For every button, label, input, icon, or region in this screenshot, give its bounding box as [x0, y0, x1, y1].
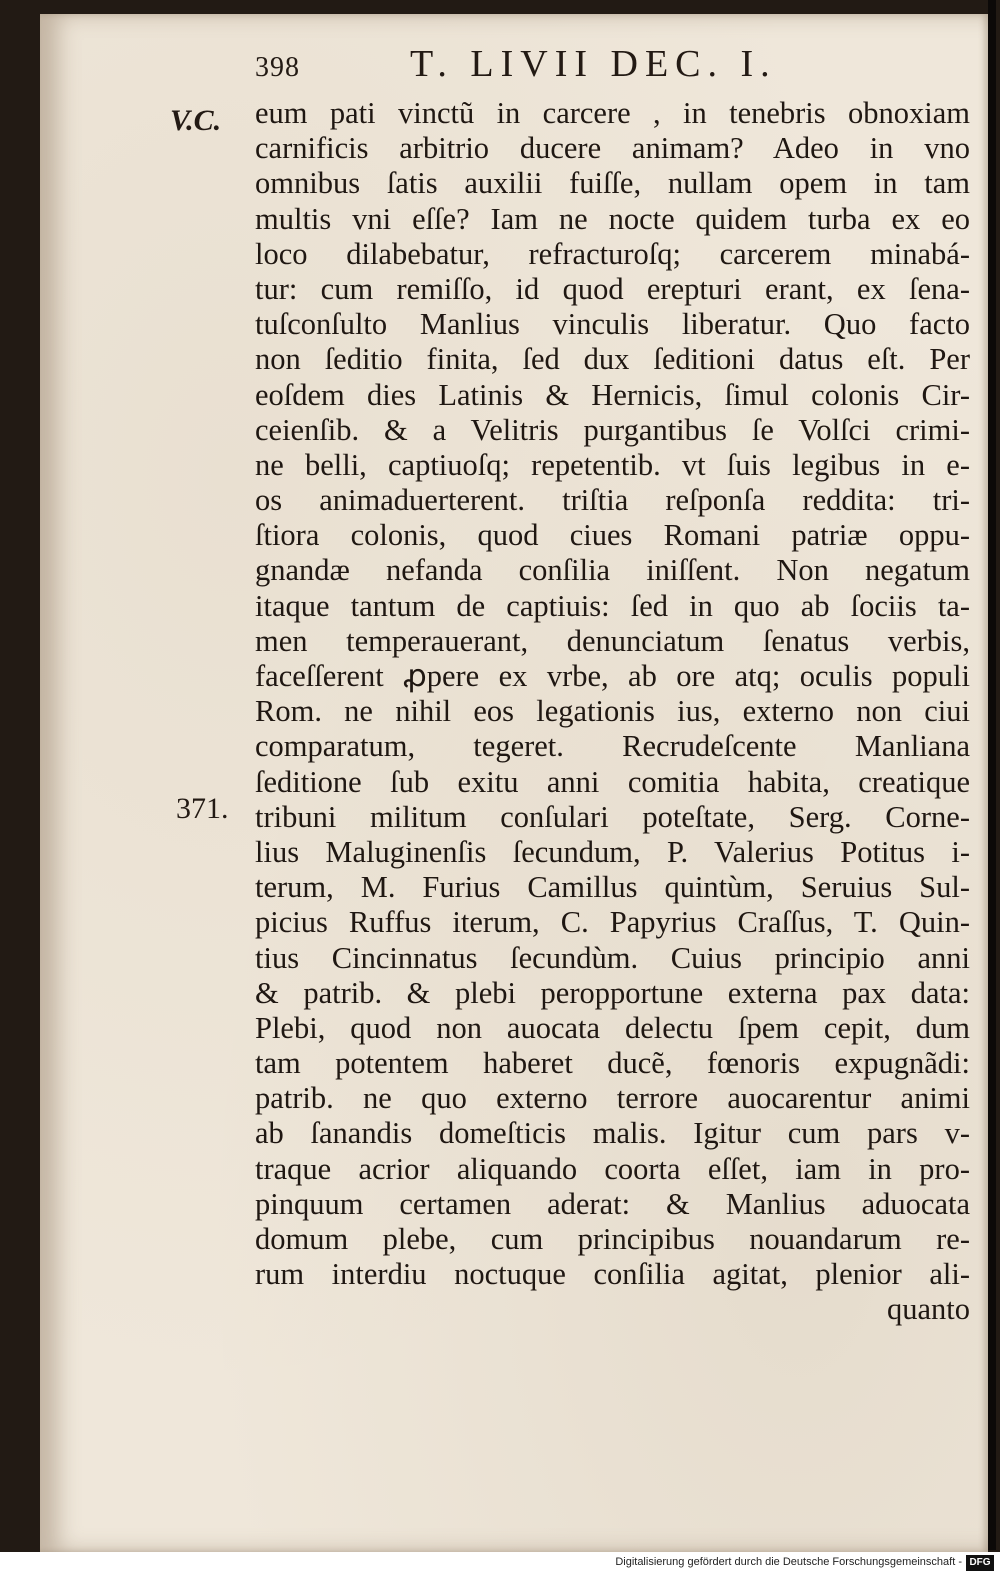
footer-credit: Digitalisierung gefördert durch die Deutsche Forschungsgemeinschaft -: [615, 1556, 962, 1568]
text-line: patrib. ne quo externo terrore auocarentur animi: [255, 1081, 970, 1116]
digitization-footer: [0, 1552, 1000, 1576]
text-line: tuſconſulto Manlius vinculis liberatur. Quo facto: [255, 307, 970, 342]
margin-note-vc: V.C.: [170, 104, 222, 137]
text-line: loco dilabebatur, refracturoſq; carcerem minabá-: [255, 236, 970, 271]
text-line: eum pati vinctũ in carcere , in tenebris obnoxiam: [255, 96, 970, 130]
text-line: ſeditione ſub exitu anni comitia habita, creatique: [255, 764, 970, 799]
text-line: domum plebe, cum principibus nouandarum re-: [255, 1222, 970, 1256]
text-line: gnandæ nefanda conſilia iniſſent. Non negatum: [255, 553, 970, 588]
text-line: faceſſerent ꝓpere ex vrbe, ab ore atq; oculis populi: [255, 659, 970, 693]
text-line: ab ſanandis domeſticis malis. Igitur cum pars v-: [255, 1116, 970, 1151]
text-line: tius Cincinnatus ſecundùm. Cuius principio anni: [255, 940, 970, 975]
text-line: Plebi, quod non auocata delectu ſpem cepit, dum: [255, 1010, 970, 1045]
text-line: tur: cum remiſſo, id quod erepturi erant, ex ſena-: [255, 271, 970, 306]
text-line: comparatum, tegeret. Recrudeſcente Manliana: [255, 729, 970, 764]
text-line: quanto: [886, 1292, 970, 1327]
text-line: ceienſib. & a Velitris purgantibus ſe Volſci crimi-: [255, 412, 970, 447]
text-line: terum, M. Furius Camillus quintùm, Seruius Sul-: [255, 870, 970, 905]
text-line: ne belli, captiuoſq; repetentib. vt ſuis legibus in e-: [255, 447, 970, 482]
body-text: [255, 96, 970, 1328]
text-line: Rom. ne nihil eos legationis ius, externo non ciui: [255, 694, 970, 729]
page-header: [255, 42, 835, 92]
text-line: tribuni militum conſulari poteſtate, Serg. Corne-: [255, 799, 970, 834]
text-line: picius Ruffus iterum, C. Papyrius Craſſus, T. Quin-: [255, 905, 970, 940]
text-line: eoſdem dies Latinis & Hernicis, ſimul colonis Cir-: [255, 377, 970, 412]
text-line: rum interdiu noctuque conſilia agitat, plenior ali-: [255, 1257, 970, 1292]
text-line: men temperauerant, denunciatum ſenatus verbis,: [255, 623, 970, 658]
text-line: traque acrior aliquando coorta eſſet, iam in pro-: [255, 1151, 970, 1186]
text-line: & patrib. & plebi peropportune externa pax data:: [255, 975, 970, 1010]
text-line: os animaduerterent. triſtia reſponſa reddita: tri-: [255, 483, 970, 518]
margin-note-year: 371.: [176, 792, 229, 825]
text-line: omnibus ſatis auxilii fuiſſe, nullam opem in tam: [255, 166, 970, 201]
text-line: itaque tantum de captiuis: ſed in quo ab ſociis ta-: [255, 588, 970, 623]
text-line: tam potentem haberet ducẽ, fœnoris expugnãdi:: [255, 1046, 970, 1081]
text-line: lius Maluginenſis ſecundum, P. Valerius Potitus i-: [255, 834, 970, 869]
book-edge-shadow: [988, 0, 996, 1550]
text-line: pinquum certamen aderat: & Manlius aduocata: [255, 1186, 970, 1221]
page-number: 398: [255, 52, 300, 83]
running-title: T. LIVII DEC. I.: [410, 43, 777, 85]
text-line: multis vni eſſe? Iam ne nocte quidem turba ex eo: [255, 201, 970, 236]
text-line: non ſeditio finita, ſed dux ſeditioni datus eſt. Per: [255, 342, 970, 377]
dfg-logo: DFG: [966, 1555, 994, 1571]
text-line: ſtiora colonis, quod ciues Romani patriæ oppu-: [255, 518, 970, 553]
text-line: carnificis arbitrio ducere animam? Adeo in vno: [255, 131, 970, 166]
